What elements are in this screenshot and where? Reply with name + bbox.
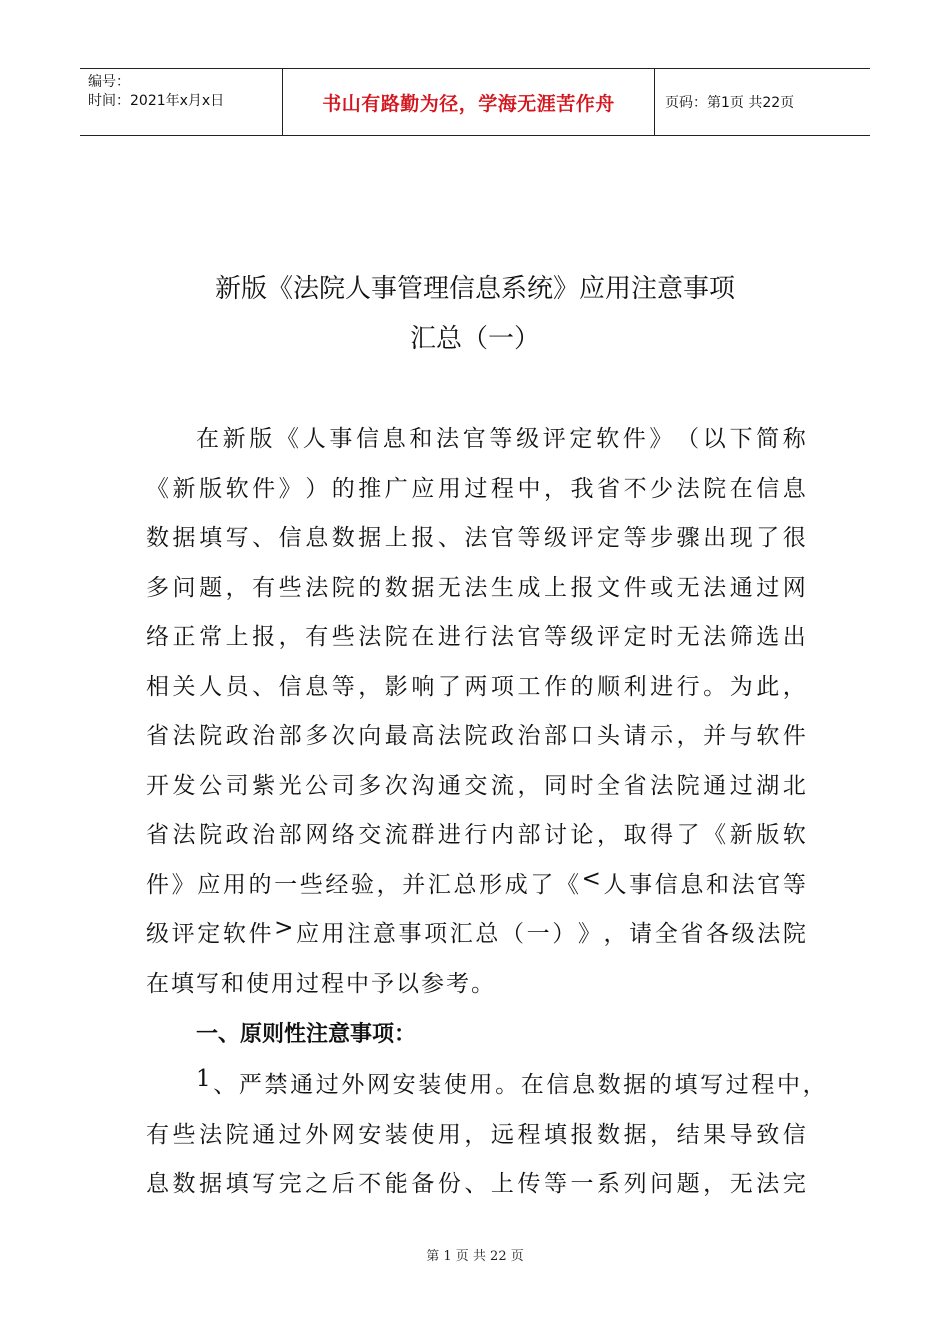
- paragraph-line: 在 新 版 《 人 事 信 息 和 法 官 等 级 评 定 软 件 》 （ 以 下 简 称: [196, 426, 806, 452]
- paragraph-line: 《 新 版 软 件 》 ） 的 推 广 应 用 过 程 中 ， 我 省 不 少 法 院 在 信 息: [146, 476, 806, 502]
- page-footer: 第 1 页 共 22 页: [426, 1249, 524, 1264]
- motto-text: 书山有路勤为径，学海无涯苦作舟: [322, 92, 615, 115]
- document-subtitle: 汇总（一）: [409, 324, 540, 354]
- paragraph-line: 省 法 院 政 治 部 网 络 交 流 群 进 行 内 部 讨 论 ， 取 得 了 《 新 版 软: [146, 822, 806, 848]
- number-label: 编号：: [88, 74, 130, 90]
- paragraph-line: 有 些 法 院 通 过 外 网 安 装 使 用 ， 远 程 填 报 数 据 ， 结 果 导 致 信: [146, 1122, 806, 1148]
- paragraph-line: 在填写和使用过程中予以参考。: [146, 971, 496, 997]
- paragraph-line: 相 关 人 员 、 信 息 等 ， 影 响 了 两 项 工 作 的 顺 利 进 行 。 为 此 ，: [146, 674, 806, 700]
- header-meta: [80, 69, 283, 135]
- paragraph-line: 件 》 应 用 的 一 些 经 验 ， 并 汇 总 形 成 了 《 < 人 事 信 息 和 法 官 等: [146, 866, 806, 898]
- paragraph-line: 级 评 定 软 件 > 应 用 注 意 事 项 汇 总 （ 一 ） 》 ， 请 全 省 各 级 法 院: [146, 915, 806, 947]
- paragraph-line: 省 法 院 政 治 部 多 次 向 最 高 法 院 政 治 部 口 头 请 示 ， 并 与 软 件: [146, 723, 806, 749]
- page-header: [80, 68, 870, 136]
- paragraph-line: 1 、 严 禁 通 过 外 网 安 装 使 用 。 在 信 息 数 据 的 填 写 过 程 中 ，: [196, 1066, 826, 1098]
- paragraph-line: 多 问 题 ， 有 些 法 院 的 数 据 无 法 生 成 上 报 文 件 或 无 法 通 过 网: [146, 575, 806, 601]
- paragraph-line: 开 发 公 司 紫 光 公 司 多 次 沟 通 交 流 ， 同 时 全 省 法 院 通 过 湖 北: [146, 773, 806, 799]
- time-label: 时间：2021年x月x日: [88, 93, 225, 109]
- document-title: 新版《法院人事管理信息系统》应用注意事项: [214, 274, 735, 304]
- header-page-info: 页码：第1页 共22页: [665, 95, 795, 111]
- header-motto: [283, 69, 655, 135]
- paragraph-line: 数 据 填 写 、 信 息 数 据 上 报 、 法 官 等 级 评 定 等 步 骤 出 现 了 很: [146, 525, 806, 551]
- paragraph-line: 络 正 常 上 报 ， 有 些 法 院 在 进 行 法 官 等 级 评 定 时 无 法 筛 选 出: [146, 624, 806, 650]
- section-heading: 一、原则性注意事项：: [196, 1022, 417, 1047]
- paragraph-line: 息 数 据 填 写 完 之 后 不 能 备 份 、 上 传 等 一 系 列 问 题 ， 无 法 完: [146, 1171, 806, 1197]
